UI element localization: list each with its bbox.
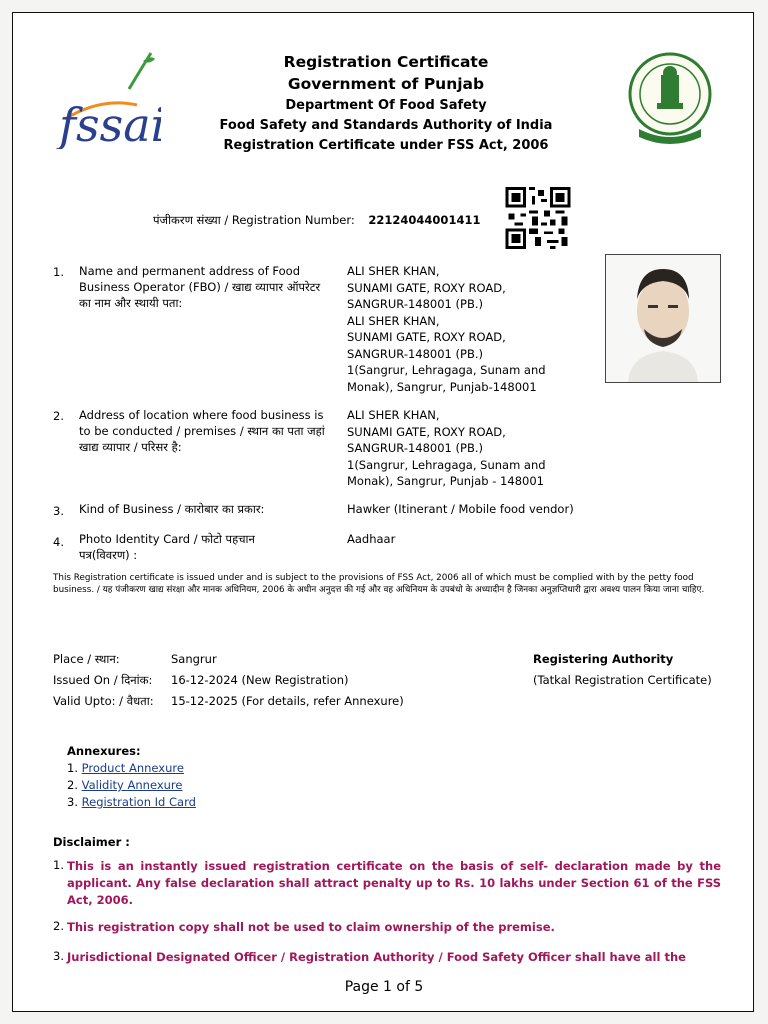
header-act: Registration Certificate under FSS Act, 2006 — [223, 138, 549, 153]
applicant-photo — [605, 254, 721, 383]
fssai-logo — [51, 49, 161, 149]
item-number: 1. — [53, 265, 64, 279]
certificate-page — [12, 12, 754, 1012]
place-labels — [53, 649, 154, 712]
item-number: 2. — [53, 409, 64, 423]
value-line: SANGRUR-148001 (PB.) — [347, 441, 483, 455]
item-number: 4. — [53, 535, 64, 549]
issued-label: Issued On / दिनांक: — [53, 673, 153, 687]
value-line: SUNAMI GATE, ROXY ROAD, — [347, 330, 506, 344]
disclaimer-number: 1. — [53, 858, 64, 872]
header-title: Registration Certificate — [283, 53, 489, 71]
value-line: SUNAMI GATE, ROXY ROAD, — [347, 280, 506, 295]
registering-authority — [533, 649, 712, 691]
qr-code — [505, 187, 571, 249]
value-line: SANGRUR-148001 (PB.) — [347, 346, 483, 361]
registration-id-card-link[interactable]: Registration Id Card — [81, 795, 196, 809]
value-line: Monak), Sangrur, Punjab-148001 — [347, 379, 537, 394]
place-values — [171, 649, 404, 712]
annexure-item — [67, 777, 196, 794]
disclaimer-text: This is an instantly issued registration certificate on the basis of self- declaration made by the applicant. Any false declaration shall attract penalty up to Rs. 10 lakhs under Section 61 of the FSS Act, 2006. — [67, 859, 721, 907]
item-label-kind-of-business: Kind of Business / कारोबार का प्रकार: — [79, 502, 265, 516]
annexures-section — [67, 743, 196, 811]
value-line: ALI SHER KHAN, — [347, 408, 440, 422]
registration-number-value: 22124044001411 — [368, 213, 481, 227]
valid-label: Valid Upto: / वैधता: — [53, 694, 154, 708]
registration-number-label: पंजीकरण संख्या / Registration Number: — [153, 213, 355, 227]
annexure-number: 3. — [67, 795, 78, 809]
disclaimer-text: Jurisdictional Designated Officer / Registration Authority / Food Safety Officer shall have all the — [67, 950, 686, 964]
disclaimer-text: This registration copy shall not be used to claim ownership of the premise. — [67, 920, 555, 934]
page-number: Page 1 of 5 — [344, 979, 424, 995]
svg-text:fssai: fssai — [59, 98, 161, 149]
item-label-business-location: Address of location where food business is to be conducted / premises / स्थान का पता जहां खाद्य व्यापार / परिसर है: — [79, 408, 325, 454]
item-value-kind-of-business: Hawker (Itinerant / Mobile food vendor) — [347, 502, 574, 516]
place-value: Sangrur — [171, 652, 217, 666]
value-line: 1(Sangrur, Lehragaga, Sunam and — [347, 363, 546, 377]
issued-value: 16-12-2024 (New Registration) — [171, 673, 349, 687]
annexure-item — [67, 794, 196, 811]
value-line: SUNAMI GATE, ROXY ROAD, — [347, 424, 506, 439]
header-government: Government of Punjab — [287, 75, 485, 93]
annexure-item — [67, 760, 196, 777]
value-line: ALI SHER KHAN, — [347, 264, 440, 278]
validity-annexure-link[interactable]: Validity Annexure — [81, 778, 183, 792]
value-line: SANGRUR-148001 (PB.) — [347, 297, 483, 311]
item-label-photo-id: Photo Identity Card / फोटो पहचान पत्र(विवरण) : — [79, 532, 255, 562]
compliance-note: This Registration certificate is issued under and is subject to the provisions of FSS Act, 2006 all of which must be complied with by the petty food business. / यह पंजीकरण खाद्य संरक्षा और मानक अधिनियम, 2006 के अधीन अनुदत्त की गई और वह अधिनियम के उपबंधो के अध्यादीन है जिनका अनुज्ञप्तिधारी द्वारा अवश्य पालन किया जाना चाहिए. — [53, 573, 705, 595]
product-annexure-link[interactable]: Product Annexure — [81, 761, 184, 775]
item-label-fbo-name: Name and permanent address of Food Business Operator (FBO) / खाद्य व्यापार ऑपरेटर का नाम और स्थायी पता: — [79, 264, 321, 310]
item-number: 3. — [53, 504, 64, 518]
disclaimer-number: 3. — [53, 949, 64, 963]
authority-subtitle: (Tatkal Registration Certificate) — [533, 673, 712, 687]
valid-value: 15-12-2025 (For details, refer Annexure) — [171, 694, 404, 708]
authority-title: Registering Authority — [533, 652, 674, 666]
disclaimer-heading: Disclaimer : — [53, 835, 130, 849]
place-label: Place / स्थान: — [53, 652, 120, 666]
header-department: Department Of Food Safety — [285, 98, 487, 113]
item-value-business-location — [347, 407, 577, 490]
value-line: ALI SHER KHAN, — [347, 313, 440, 328]
registration-number-row — [153, 213, 480, 228]
value-line: 1(Sangrur, Lehragaga, Sunam and — [347, 457, 546, 472]
annexures-heading: Annexures: — [67, 744, 141, 758]
value-line: Monak), Sangrur, Punjab - 148001 — [347, 474, 544, 488]
disclaimer-number: 2. — [53, 919, 64, 933]
punjab-seal-emblem — [625, 49, 715, 149]
annexure-number: 1. — [67, 761, 78, 775]
item-value-photo-id: Aadhaar — [347, 532, 396, 546]
header-authority: Food Safety and Standards Authority of India — [219, 118, 553, 133]
item-value-fbo-name — [347, 263, 577, 395]
annexure-number: 2. — [67, 778, 78, 792]
